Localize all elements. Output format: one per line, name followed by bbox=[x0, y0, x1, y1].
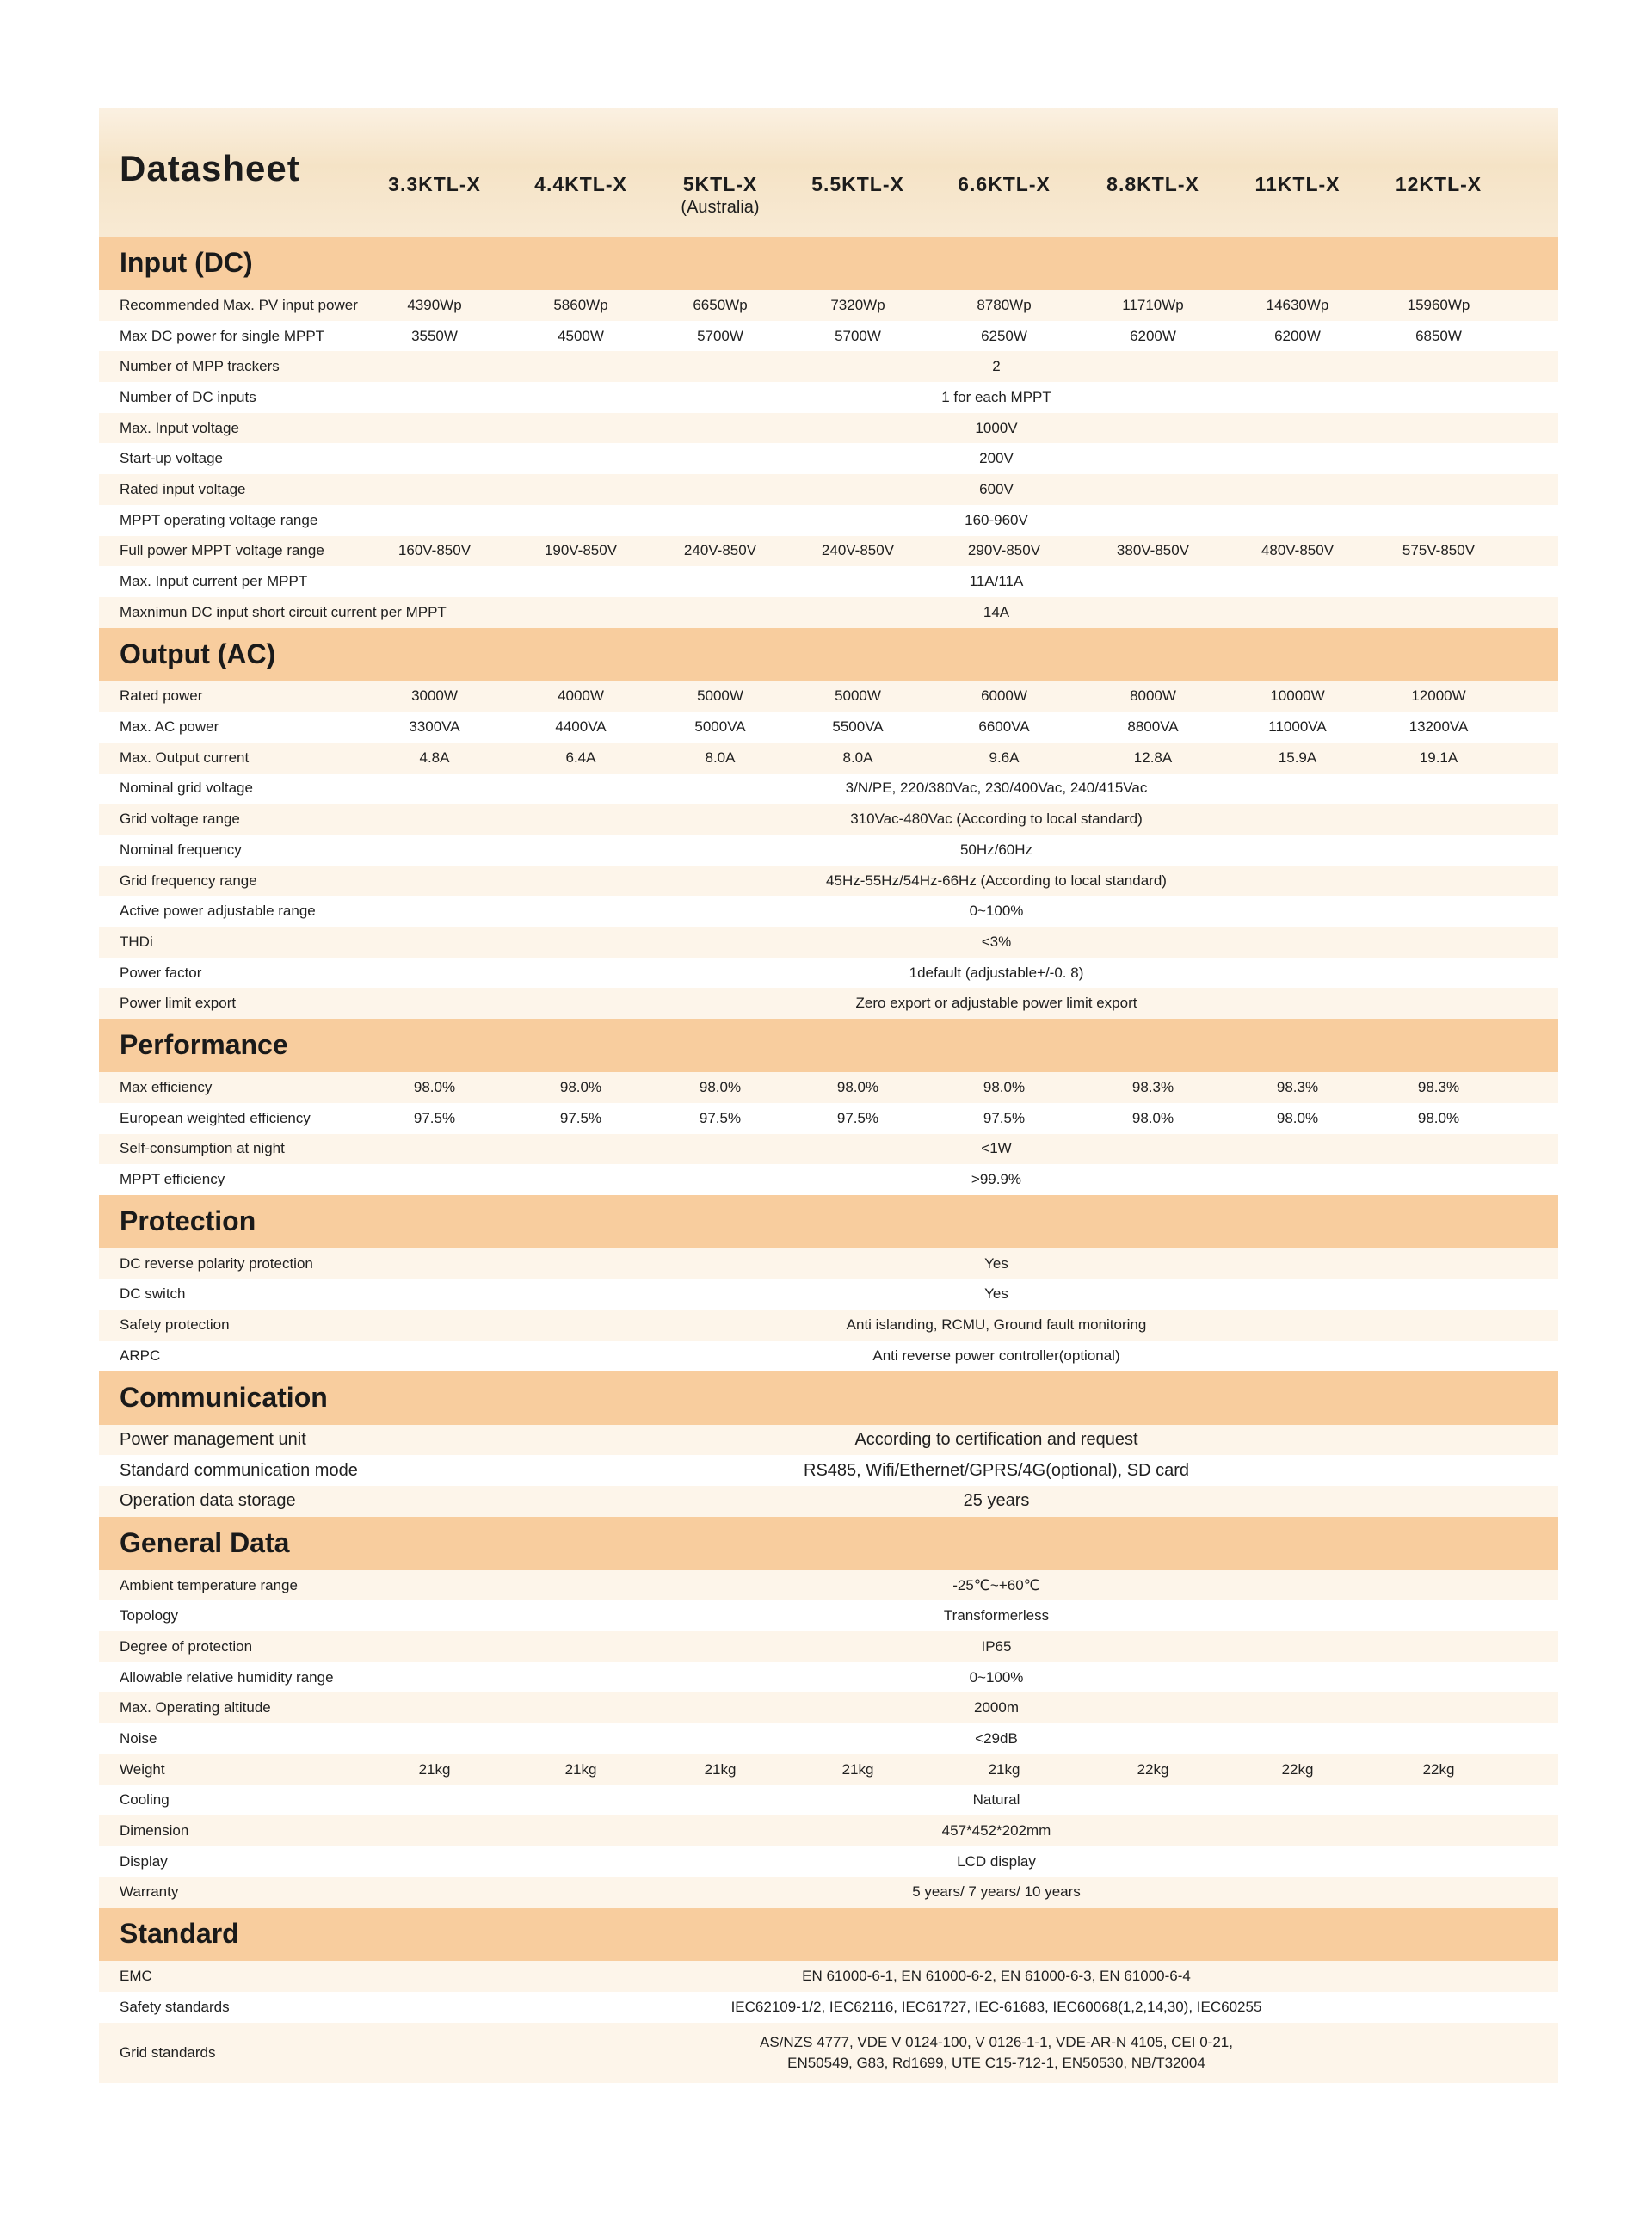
spec-row bbox=[99, 443, 1558, 474]
spec-row bbox=[99, 2023, 1558, 2083]
spec-row bbox=[99, 1754, 1558, 1785]
spec-row bbox=[99, 712, 1558, 743]
spec-row bbox=[99, 1631, 1558, 1662]
spec-label: Start-up voltage bbox=[120, 450, 224, 467]
spec-row bbox=[99, 1103, 1558, 1134]
spec-label: Dimension bbox=[120, 1822, 189, 1840]
spec-value: 98.0% bbox=[836, 1078, 879, 1095]
spec-row bbox=[99, 1600, 1558, 1631]
spec-value-shared: 1000V bbox=[975, 419, 1018, 436]
spec-label: Power factor bbox=[120, 964, 202, 981]
spec-label: Rated power bbox=[120, 687, 203, 705]
spec-value-shared: <29dB bbox=[975, 1729, 1018, 1747]
spec-value: 380V-850V bbox=[1116, 542, 1190, 559]
spec-label: Display bbox=[120, 1852, 168, 1870]
spec-value: 6600VA bbox=[978, 718, 1030, 736]
spec-value: 12.8A bbox=[1133, 749, 1173, 766]
model-name: 6.6KTL-X bbox=[958, 173, 1051, 195]
spec-label: Power management unit bbox=[120, 1429, 306, 1449]
spec-value: 6200W bbox=[1130, 327, 1176, 344]
spec-value: 98.0% bbox=[699, 1078, 742, 1095]
spec-value: 4000W bbox=[558, 687, 604, 705]
spec-value: 97.5% bbox=[983, 1109, 1026, 1126]
spec-value: 12000W bbox=[1411, 687, 1466, 705]
spec-value: 97.5% bbox=[413, 1109, 456, 1126]
spec-value: 4400VA bbox=[555, 718, 607, 736]
spec-row bbox=[99, 804, 1558, 835]
spec-value-shared: 310Vac-480Vac (According to local standard) bbox=[850, 810, 1143, 828]
spec-value: 6650Wp bbox=[693, 296, 748, 313]
section-header bbox=[99, 1517, 1558, 1570]
spec-value: 6200W bbox=[1274, 327, 1321, 344]
section-header bbox=[99, 1908, 1558, 1961]
spec-value: 6000W bbox=[981, 687, 1027, 705]
spec-value-line: EN50549, G83, Rd1699, UTE C15-712-1, EN50530, NB/T32004 bbox=[787, 2054, 1205, 2071]
section-title: Input (DC) bbox=[120, 247, 253, 278]
spec-label: MPPT operating voltage range bbox=[120, 511, 318, 528]
spec-value-shared: 0~100% bbox=[969, 1668, 1024, 1686]
spec-value: 98.0% bbox=[413, 1078, 456, 1095]
spec-label: Max DC power for single MPPT bbox=[120, 327, 325, 344]
spec-row bbox=[99, 835, 1558, 866]
model-header bbox=[1224, 173, 1371, 196]
spec-row bbox=[99, 290, 1558, 321]
spec-row bbox=[99, 597, 1558, 628]
spec-value-shared: Anti islanding, RCMU, Ground fault monitoring bbox=[846, 1316, 1147, 1334]
spec-value: 98.0% bbox=[1417, 1109, 1460, 1126]
spec-row bbox=[99, 1815, 1558, 1846]
spec-value: 15960Wp bbox=[1407, 296, 1470, 313]
model-header bbox=[647, 173, 793, 218]
spec-value: 190V-850V bbox=[544, 542, 618, 559]
spec-value: 21kg bbox=[704, 1760, 737, 1778]
spec-value-shared: 25 years bbox=[963, 1491, 1030, 1511]
spec-row bbox=[99, 1310, 1558, 1341]
spec-value-shared: 1 for each MPPT bbox=[941, 388, 1051, 405]
spec-value-shared: >99.9% bbox=[971, 1171, 1022, 1188]
spec-value: 11710Wp bbox=[1122, 296, 1184, 313]
section-header bbox=[99, 628, 1558, 681]
section-header bbox=[99, 237, 1558, 290]
spec-value: 21kg bbox=[988, 1760, 1020, 1778]
spec-value: 5000VA bbox=[694, 718, 746, 736]
spec-label: MPPT efficiency bbox=[120, 1171, 225, 1188]
spec-value-shared: -25℃~+60℃ bbox=[952, 1576, 1040, 1593]
spec-label: Ambient temperature range bbox=[120, 1576, 298, 1593]
spec-value-shared: <1W bbox=[981, 1140, 1012, 1157]
spec-label: Nominal grid voltage bbox=[120, 780, 253, 797]
spec-value: 13200VA bbox=[1409, 718, 1469, 736]
spec-row bbox=[99, 382, 1558, 413]
spec-value-shared: 5 years/ 7 years/ 10 years bbox=[912, 1883, 1081, 1901]
model-subtitle: (Australia) bbox=[681, 198, 760, 217]
spec-row bbox=[99, 958, 1558, 989]
spec-value: 8780Wp bbox=[977, 296, 1032, 313]
spec-value-shared bbox=[435, 2023, 1558, 2083]
spec-value: 6.4A bbox=[565, 749, 596, 766]
spec-row bbox=[99, 1723, 1558, 1754]
spec-value: 98.3% bbox=[1417, 1078, 1460, 1095]
spec-row bbox=[99, 413, 1558, 444]
spec-value: 240V-850V bbox=[683, 542, 757, 559]
spec-label: Max. Input current per MPPT bbox=[120, 573, 308, 590]
model-name: 8.8KTL-X bbox=[1106, 173, 1199, 195]
spec-value: 21kg bbox=[418, 1760, 451, 1778]
spec-label: Self-consumption at night bbox=[120, 1140, 285, 1157]
spec-label: Active power adjustable range bbox=[120, 903, 316, 920]
spec-value: 19.1A bbox=[1419, 749, 1458, 766]
spec-value: 240V-850V bbox=[821, 542, 895, 559]
header-band bbox=[99, 108, 1558, 237]
spec-label: Degree of protection bbox=[120, 1637, 253, 1655]
spec-value-shared: 200V bbox=[979, 450, 1014, 467]
spec-row bbox=[99, 1248, 1558, 1279]
spec-row bbox=[99, 927, 1558, 958]
spec-value: 5500VA bbox=[832, 718, 884, 736]
spec-value: 575V-850V bbox=[1402, 542, 1476, 559]
spec-value: 9.6A bbox=[989, 749, 1020, 766]
spec-label: Safety protection bbox=[120, 1316, 230, 1334]
spec-label: Topology bbox=[120, 1607, 179, 1624]
spec-label: Maxnimun DC input short circuit current per MPPT bbox=[120, 603, 447, 620]
spec-value: 98.0% bbox=[1276, 1109, 1319, 1126]
spec-label: Rated input voltage bbox=[120, 480, 246, 497]
spec-row bbox=[99, 1570, 1558, 1601]
spec-value-shared: According to certification and request bbox=[854, 1429, 1138, 1449]
spec-row bbox=[99, 1425, 1558, 1456]
spec-value: 8.0A bbox=[842, 749, 873, 766]
spec-label: Operation data storage bbox=[120, 1491, 296, 1511]
spec-row bbox=[99, 866, 1558, 897]
spec-row bbox=[99, 1992, 1558, 2023]
spec-value: 3000W bbox=[411, 687, 458, 705]
spec-value: 6250W bbox=[981, 327, 1027, 344]
spec-value-shared: Anti reverse power controller(optional) bbox=[872, 1347, 1120, 1364]
spec-value: 10000W bbox=[1270, 687, 1325, 705]
spec-value: 21kg bbox=[841, 1760, 874, 1778]
spec-row bbox=[99, 743, 1558, 774]
spec-label: Allowable relative humidity range bbox=[120, 1668, 334, 1686]
model-name: 11KTL-X bbox=[1254, 173, 1341, 195]
model-header bbox=[785, 173, 931, 196]
spec-row bbox=[99, 1455, 1558, 1486]
spec-label: Cooling bbox=[120, 1791, 170, 1809]
spec-row bbox=[99, 1072, 1558, 1103]
spec-label: Number of DC inputs bbox=[120, 388, 256, 405]
spec-value-shared: 45Hz-55Hz/54Hz-66Hz (According to local standard) bbox=[826, 872, 1167, 889]
spec-value-shared: 3/N/PE, 220/380Vac, 230/400Vac, 240/415Vac bbox=[845, 780, 1148, 797]
spec-value: 97.5% bbox=[836, 1109, 879, 1126]
spec-value: 290V-850V bbox=[967, 542, 1041, 559]
datasheet bbox=[99, 108, 1558, 2083]
section-header bbox=[99, 1371, 1558, 1425]
model-name: 4.4KTL-X bbox=[534, 173, 627, 195]
spec-value: 22kg bbox=[1137, 1760, 1169, 1778]
spec-value: 8000W bbox=[1130, 687, 1176, 705]
spec-value: 4.8A bbox=[419, 749, 450, 766]
spec-value: 98.0% bbox=[983, 1078, 1026, 1095]
spec-value: 6850W bbox=[1415, 327, 1462, 344]
spec-label: Nominal frequency bbox=[120, 841, 242, 858]
spec-label: Max. Input voltage bbox=[120, 419, 239, 436]
model-name: 12KTL-X bbox=[1395, 173, 1482, 195]
spec-value-shared: Zero export or adjustable power limit export bbox=[855, 995, 1137, 1012]
spec-value: 480V-850V bbox=[1261, 542, 1335, 559]
section-title: General Data bbox=[120, 1526, 290, 1558]
spec-label: Max. AC power bbox=[120, 718, 219, 736]
spec-value: 8.0A bbox=[705, 749, 736, 766]
spec-value-line: AS/NZS 4777, VDE V 0124-100, V 0126-1-1, VDE-AR-N 4105, CEI 0-21, bbox=[760, 2033, 1233, 2050]
spec-row bbox=[99, 1961, 1558, 1992]
spec-row bbox=[99, 896, 1558, 927]
spec-value: 22kg bbox=[1422, 1760, 1455, 1778]
model-name: 3.3KTL-X bbox=[388, 173, 481, 195]
spec-row bbox=[99, 1341, 1558, 1371]
spec-row bbox=[99, 988, 1558, 1019]
spec-row bbox=[99, 1486, 1558, 1517]
spec-label: European weighted efficiency bbox=[120, 1109, 311, 1126]
spec-value-shared: 2000m bbox=[974, 1699, 1019, 1717]
spec-value-shared: 0~100% bbox=[969, 903, 1024, 920]
section-header bbox=[99, 1019, 1558, 1072]
spec-value-shared: 600V bbox=[979, 480, 1014, 497]
spec-value: 5000W bbox=[835, 687, 881, 705]
spec-row bbox=[99, 1279, 1558, 1310]
spec-value: 21kg bbox=[564, 1760, 597, 1778]
spec-value-shared: IEC62109-1/2, IEC62116, IEC61727, IEC-61683, IEC60068(1,2,14,30), IEC60255 bbox=[730, 1998, 1262, 2015]
model-name: 5.5KTL-X bbox=[811, 173, 904, 195]
spec-value: 7320Wp bbox=[830, 296, 885, 313]
spec-value: 14630Wp bbox=[1266, 296, 1329, 313]
spec-row bbox=[99, 1877, 1558, 1908]
spec-label: Safety standards bbox=[120, 1998, 230, 2015]
spec-label: Standard communication mode bbox=[120, 1460, 358, 1480]
page-title: Datasheet bbox=[120, 148, 300, 188]
spec-row bbox=[99, 474, 1558, 505]
spec-value: 5000W bbox=[697, 687, 743, 705]
spec-value-shared: 14A bbox=[983, 603, 1010, 620]
spec-value-shared: EN 61000-6-1, EN 61000-6-2, EN 61000-6-3, EN 61000-6-4 bbox=[802, 1968, 1191, 1985]
spec-value: 98.0% bbox=[1131, 1109, 1174, 1126]
spec-label: Full power MPPT voltage range bbox=[120, 542, 324, 559]
spec-value-shared: IP65 bbox=[981, 1637, 1012, 1655]
spec-value: 5700W bbox=[697, 327, 743, 344]
spec-value: 97.5% bbox=[699, 1109, 742, 1126]
section-title: Protection bbox=[120, 1205, 256, 1236]
spec-value-shared: 11A/11A bbox=[969, 573, 1024, 590]
spec-label: DC switch bbox=[120, 1285, 186, 1303]
spec-label: Warranty bbox=[120, 1883, 179, 1901]
spec-row bbox=[99, 351, 1558, 382]
spec-row bbox=[99, 1692, 1558, 1723]
spec-label: Noise bbox=[120, 1729, 157, 1747]
spec-label: THDi bbox=[120, 933, 153, 950]
spec-value: 4500W bbox=[558, 327, 604, 344]
spec-row bbox=[99, 1785, 1558, 1816]
spec-value: 5700W bbox=[835, 327, 881, 344]
spec-label: EMC bbox=[120, 1968, 152, 1985]
section-title: Performance bbox=[120, 1029, 288, 1061]
spec-value: 98.3% bbox=[1276, 1078, 1319, 1095]
spec-value: 4390Wp bbox=[407, 296, 462, 313]
spec-value: 160V-850V bbox=[398, 542, 472, 559]
spec-value: 3300VA bbox=[409, 718, 460, 736]
spec-row bbox=[99, 1134, 1558, 1165]
spec-row bbox=[99, 1846, 1558, 1877]
spec-label: Recommended Max. PV input power bbox=[120, 296, 358, 313]
spec-value-shared: <3% bbox=[981, 933, 1012, 950]
spec-label: Grid standards bbox=[120, 2043, 216, 2061]
spec-value-shared: Natural bbox=[972, 1791, 1020, 1809]
spec-value: 98.3% bbox=[1131, 1078, 1174, 1095]
spec-value: 8800VA bbox=[1127, 718, 1179, 736]
model-header bbox=[1365, 173, 1512, 196]
spec-row bbox=[99, 566, 1558, 597]
spec-value-shared: Yes bbox=[984, 1285, 1008, 1303]
spec-label: Max. Output current bbox=[120, 749, 250, 766]
model-header bbox=[1080, 173, 1226, 196]
spec-row bbox=[99, 1164, 1558, 1195]
model-header bbox=[361, 173, 508, 196]
spec-label: Grid frequency range bbox=[120, 872, 257, 889]
spec-row bbox=[99, 505, 1558, 536]
spec-value-shared: RS485, Wifi/Ethernet/GPRS/4G(optional), SD card bbox=[804, 1460, 1189, 1480]
spec-label: Max. Operating altitude bbox=[120, 1699, 271, 1717]
model-header bbox=[508, 173, 654, 196]
spec-value: 3550W bbox=[411, 327, 458, 344]
section-header bbox=[99, 1195, 1558, 1248]
spec-value-shared: LCD display bbox=[957, 1852, 1036, 1870]
spec-row bbox=[99, 1662, 1558, 1693]
spec-value-shared: Transformerless bbox=[943, 1607, 1050, 1624]
spec-value-shared: Yes bbox=[984, 1254, 1008, 1272]
spec-value: 15.9A bbox=[1278, 749, 1317, 766]
spec-value: 11000VA bbox=[1268, 718, 1327, 736]
spec-row bbox=[99, 774, 1558, 804]
spec-label: DC reverse polarity protection bbox=[120, 1254, 313, 1272]
spec-label: Grid voltage range bbox=[120, 810, 240, 828]
spec-label: Weight bbox=[120, 1760, 165, 1778]
spec-row bbox=[99, 321, 1558, 352]
spec-table bbox=[99, 237, 1558, 2083]
spec-value-shared: 50Hz/60Hz bbox=[959, 841, 1033, 858]
model-header bbox=[931, 173, 1077, 196]
spec-value: 97.5% bbox=[559, 1109, 602, 1126]
spec-label: Power limit export bbox=[120, 995, 237, 1012]
spec-value-shared: 2 bbox=[992, 358, 1001, 375]
spec-label: ARPC bbox=[120, 1347, 161, 1364]
spec-value: 5860Wp bbox=[553, 296, 608, 313]
spec-row bbox=[99, 681, 1558, 712]
spec-value-shared: 457*452*202mm bbox=[941, 1822, 1051, 1840]
spec-label: Number of MPP trackers bbox=[120, 358, 280, 375]
spec-value-shared: 160-960V bbox=[965, 511, 1028, 528]
section-title: Communication bbox=[120, 1381, 328, 1413]
spec-value: 98.0% bbox=[559, 1078, 602, 1095]
spec-label: Max efficiency bbox=[120, 1078, 213, 1095]
section-title: Standard bbox=[120, 1918, 239, 1950]
spec-value: 22kg bbox=[1281, 1760, 1314, 1778]
spec-value-shared: 1default (adjustable+/-0. 8) bbox=[909, 964, 1084, 981]
model-name: 5KTL-X bbox=[682, 173, 758, 195]
spec-row bbox=[99, 536, 1558, 567]
section-title: Output (AC) bbox=[120, 638, 276, 669]
